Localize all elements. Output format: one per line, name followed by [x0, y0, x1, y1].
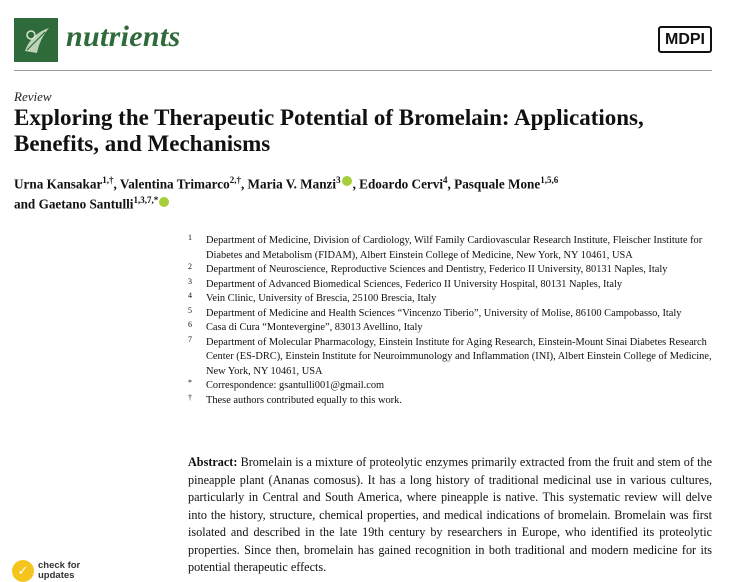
- affiliation-text: Correspondence: gsantulli001@gmail.com: [206, 380, 385, 391]
- publisher-logo[interactable]: MDPI: [658, 26, 712, 53]
- affiliation-number: 7: [188, 334, 192, 344]
- author-affiliation-marker: 1,†: [102, 175, 114, 185]
- check-line2: updates: [38, 570, 75, 581]
- affiliation-item: [188, 321, 714, 336]
- check-for-updates-badge[interactable]: [12, 560, 80, 582]
- author-name[interactable]: Valentina Trimarco: [119, 176, 230, 192]
- author-name[interactable]: Gaetano Santulli: [38, 196, 134, 212]
- journal-name[interactable]: nutrients: [66, 20, 181, 53]
- affiliation-number: 2: [188, 262, 192, 271]
- author-name[interactable]: Urna Kansakar: [14, 176, 103, 192]
- affiliation-number: 3: [188, 276, 192, 286]
- author-list: Urna Kansakar$^{1,\dagger}$, Valentina Trimarco$^{2,\dagger}$, Maria V. Manzi$^3$ , Edoardo Cervi$^4$, Pasquale Mone$^{1,5,6}$ and Gaetano Santulli$^{1,3,7,*}$: [14, 175, 559, 212]
- affiliation-text: Department of Medicine, Division of Cardiology, Wilf Family Cardiovascular Research Institute, Fleischer Institute for Diabetes and Metabolism (FIDAM), Albert Einstein College of Medicine, New York, NY 10461, USA: [206, 235, 703, 261]
- article-type: Review: [14, 89, 52, 104]
- affiliation-item: [188, 336, 714, 380]
- author-affiliation-marker: 1,5,6: [540, 175, 559, 185]
- orcid-icon[interactable]: [159, 197, 169, 207]
- affiliation-text: Casa di Cura “Montevergine”, 83013 Avellino, Italy: [206, 322, 423, 333]
- affiliation-number: *: [188, 378, 192, 387]
- affiliation-text: Department of Neuroscience, Reproductive Sciences and Dentistry, Federico II University, 80131 Naples, Italy: [206, 264, 668, 275]
- author-affiliation-marker: 1,3,7,*: [133, 195, 159, 206]
- affiliation-item: [188, 379, 714, 394]
- affiliation-item: [188, 394, 714, 409]
- author-affiliation-marker: 4: [443, 175, 448, 185]
- journal-header: [14, 18, 712, 71]
- orcid-icon[interactable]: [342, 176, 352, 186]
- affiliation-item: [188, 307, 714, 322]
- affiliation-text: Department of Medicine and Health Sciences “Vincenzo Tiberio”, University of Molise, 86100 Campobasso, Italy: [206, 307, 682, 319]
- abstract: [188, 454, 712, 577]
- affiliation-number: †: [188, 392, 192, 402]
- author-name[interactable]: Maria V. Manzi: [247, 176, 337, 192]
- affiliation-number: 1: [188, 233, 192, 242]
- affiliation-number: 5: [188, 305, 192, 315]
- affiliation-item: [188, 234, 714, 263]
- abstract-label: Abstract:: [188, 455, 238, 469]
- check-line1: check for: [38, 560, 81, 571]
- author-affiliation-marker: 3: [336, 175, 341, 185]
- affiliation-text: These authors contributed equally to this work.: [206, 394, 402, 406]
- author-name[interactable]: Edoardo Cervi: [359, 176, 444, 192]
- author-name[interactable]: Pasquale Mone: [454, 176, 541, 192]
- affiliation-text: Department of Advanced Biomedical Sciences, Federico II University Hospital, 80131 Naples, Italy: [206, 278, 623, 290]
- journal-logo: [14, 18, 58, 62]
- authors-and: and: [14, 196, 39, 212]
- affiliation-number: 6: [188, 320, 192, 329]
- affiliation-list: [188, 234, 714, 408]
- affiliation-item: [188, 292, 714, 307]
- affiliation-item: [188, 278, 714, 293]
- affiliation-text: Vein Clinic, University of Brescia, 25100 Brescia, Italy: [206, 293, 437, 304]
- affiliation-number: 4: [188, 291, 192, 300]
- check-icon: ✓: [12, 560, 34, 582]
- abstract-text: Bromelain is a mixture of proteolytic enzymes primarily extracted from the fruit and stem of the pineapple plant (Ananas comosus). It has a long history of traditional medicinal use in various cultures, particularly in Central and South America, where pineapple is native. This systematic review will delve into the history, structure, chemical properties, and medical indications of bromelain. Bromelain was first isolated and described in the late 19th century by researchers in Europe, who identified its proteolytic properties. Since then, bromelain has gained recognition in both traditional and modern medicine for its potential therapeutic effects.: [188, 455, 712, 574]
- affiliation-text: Department of Molecular Pharmacology, Einstein Institute for Aging Research, Einstein-Mount Sinai Diabetes Research Center (ES-DRC), Einstein Institute for Neuroimmunology and Inflammation (INI), Albert Einstein College of Medicine, New York, NY 10461, USA: [206, 336, 712, 377]
- leaf-icon: [19, 23, 53, 57]
- author-affiliation-marker: 2,†: [229, 175, 241, 185]
- affiliation-item: [188, 263, 714, 278]
- article-title: Exploring the Therapeutic Potential of Bromelain: Applications, Benefits, and Mechanisms: [14, 105, 644, 156]
